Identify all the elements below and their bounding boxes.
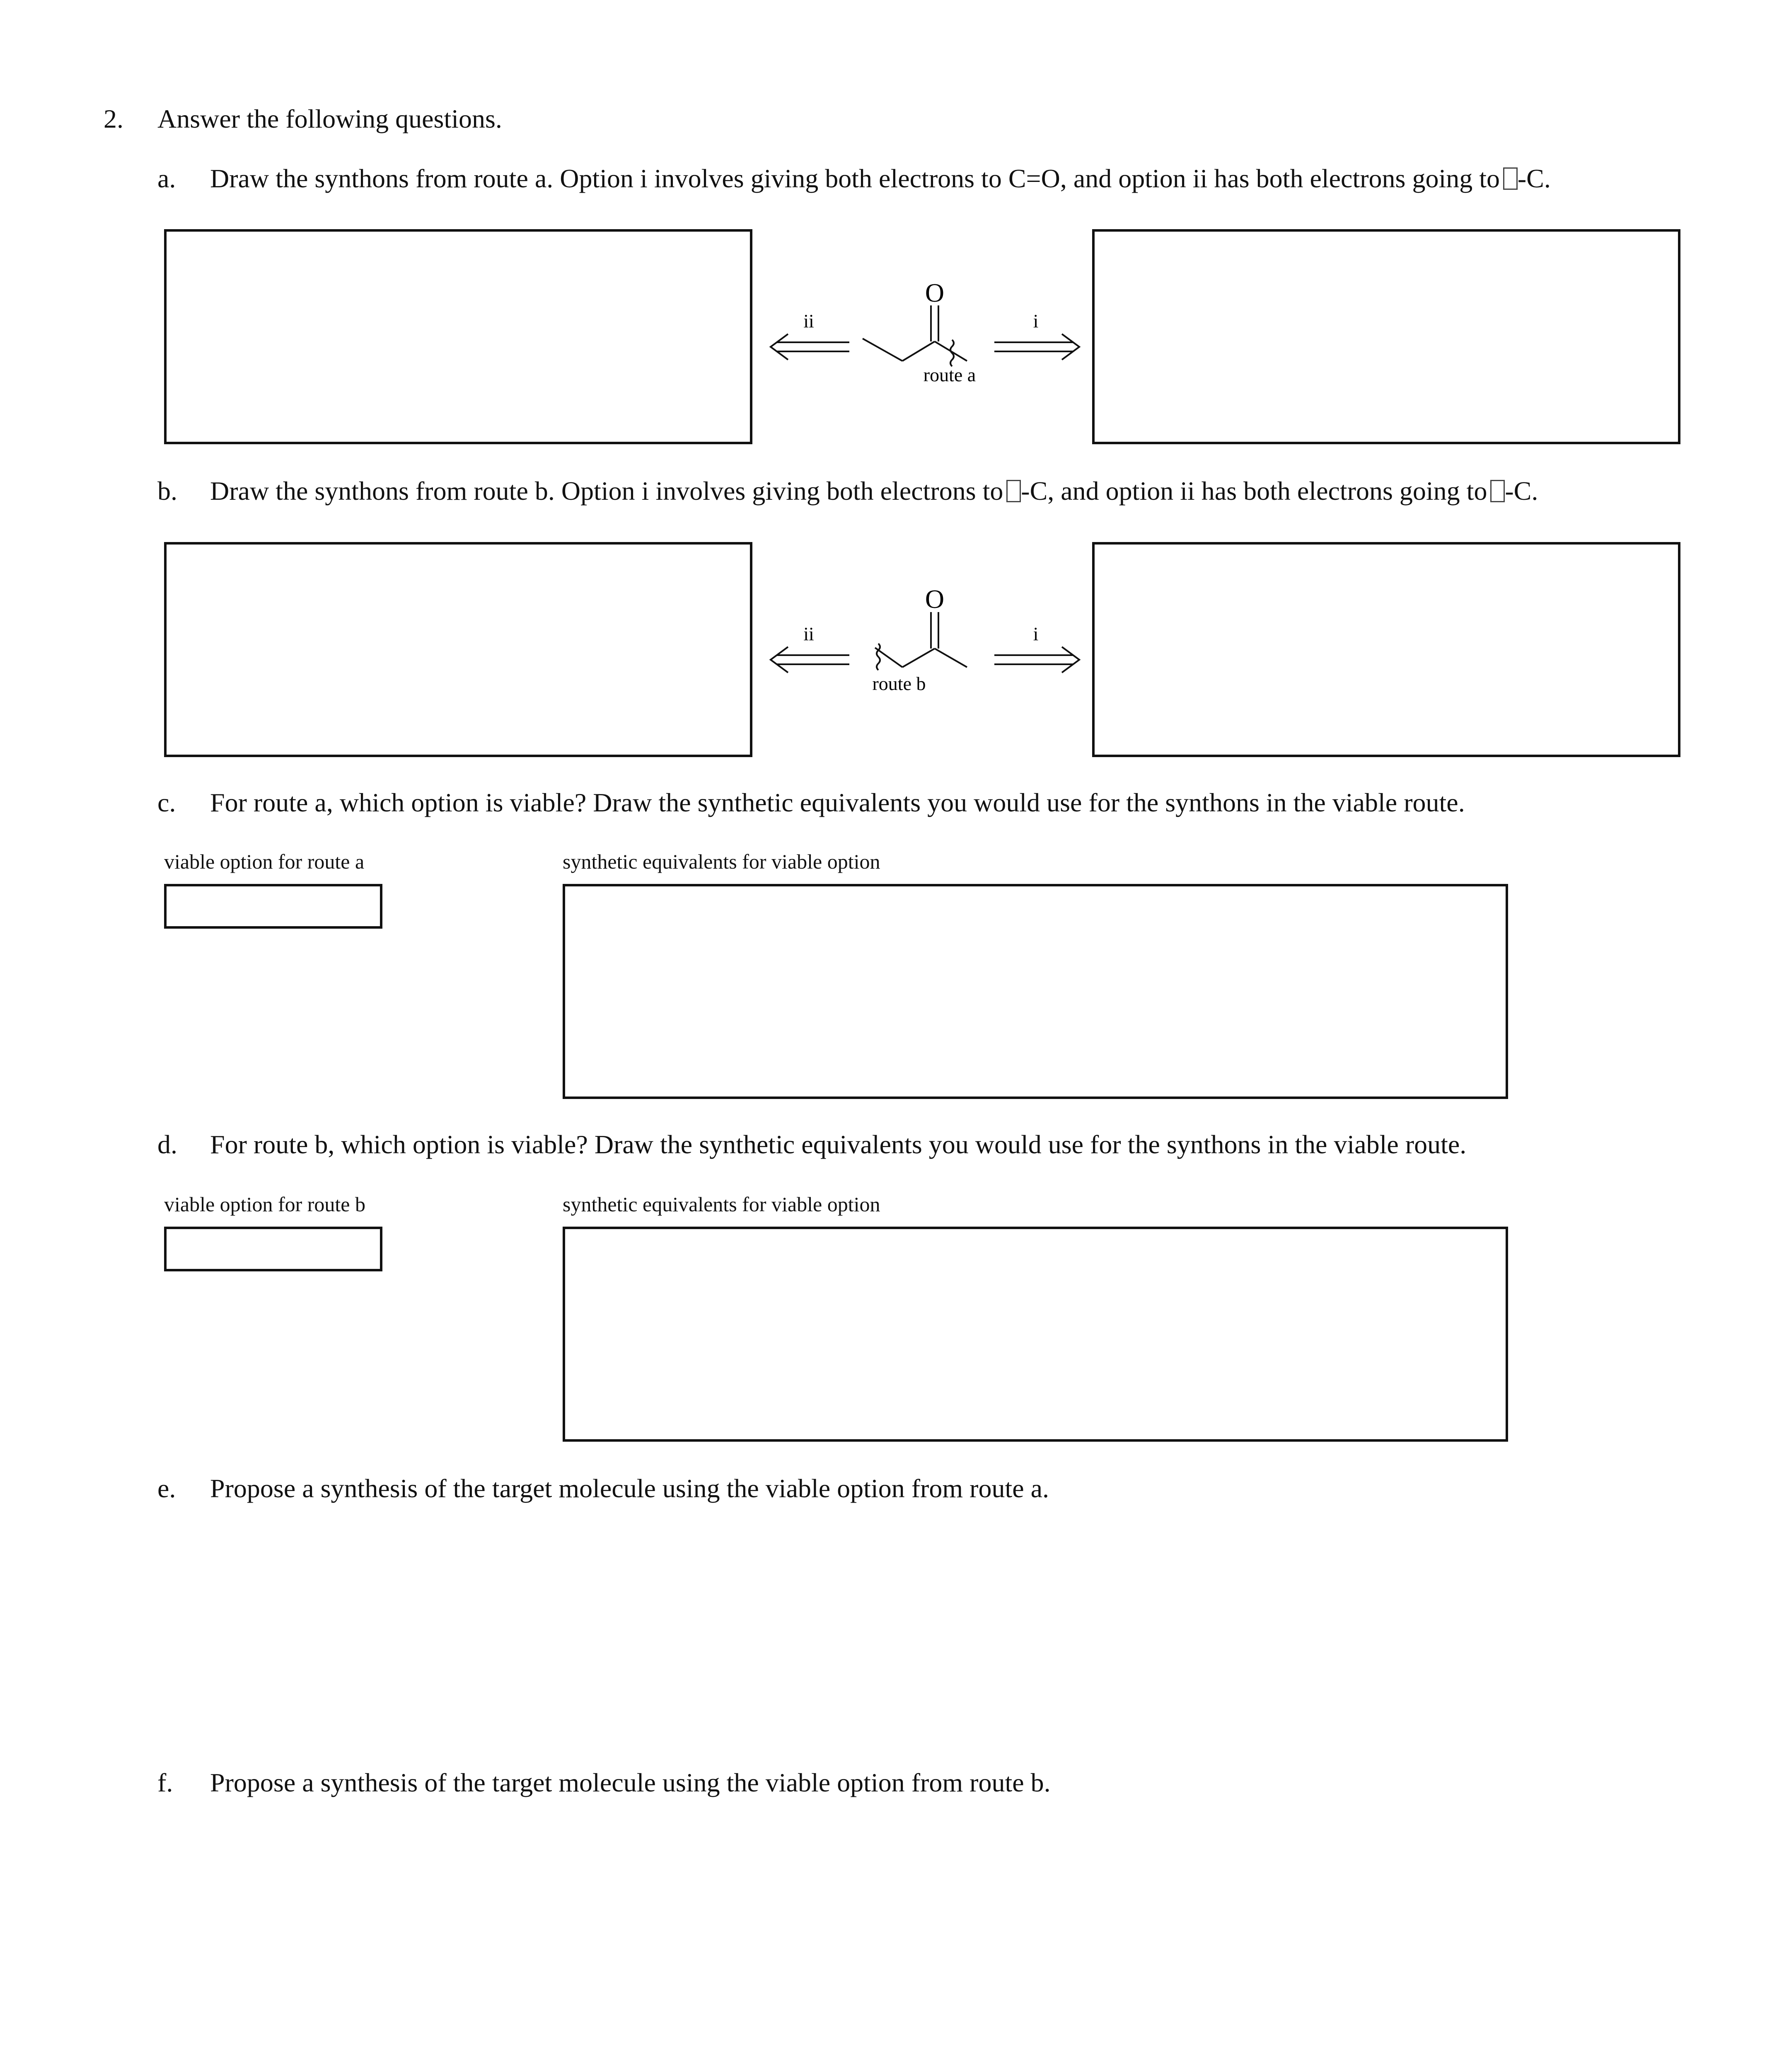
- retro-arrow-right-icon: [994, 334, 1079, 360]
- part-d-prompt: For route b, which option is viable? Draw the synthetic equivalents you would use for the synthons in the viable route.: [210, 1130, 1467, 1159]
- butanone-structure-icon: [863, 305, 967, 366]
- part-e-prompt: Propose a synthesis of the target molecule using the viable option from route a.: [210, 1474, 1049, 1503]
- missing-glyph-icon: [1006, 480, 1021, 502]
- carbonyl-oxygen-label: O: [925, 584, 945, 614]
- route-b-scheme: [754, 578, 1090, 702]
- arrow-label-i: i: [1033, 623, 1039, 644]
- route-a-label: route a: [923, 364, 976, 385]
- retro-arrow-right-icon: [994, 647, 1079, 673]
- part-c-letter: c.: [157, 788, 176, 817]
- missing-glyph-icon: [1490, 480, 1505, 502]
- route-b-label: route b: [872, 673, 926, 694]
- carbonyl-oxygen-label: O: [925, 278, 945, 307]
- part-b-letter: b.: [157, 476, 177, 506]
- viable-option-label-a: viable option for route a: [164, 850, 365, 873]
- synthon-box-route-b-option-i[interactable]: [1092, 542, 1680, 757]
- part-b-prompt: Draw the synthons from route b. Option i involves giving both electrons to -C, and option ii has both electrons going to -C.: [210, 476, 1538, 506]
- answer-area-e[interactable]: [210, 1525, 1681, 1757]
- answer-area-f[interactable]: [210, 1819, 1681, 2072]
- part-a-letter: a.: [157, 164, 176, 193]
- part-c-prompt: For route a, which option is viable? Draw the synthetic equivalents you would use for the synthons in the viable route.: [210, 788, 1465, 817]
- equivalents-label-a: synthetic equivalents for viable option: [563, 850, 880, 873]
- part-f-letter: f.: [157, 1768, 173, 1797]
- arrow-label-ii: ii: [803, 310, 814, 332]
- arrow-label-ii: ii: [803, 623, 814, 644]
- route-a-scheme: [754, 265, 1090, 390]
- viable-option-input-b[interactable]: [164, 1227, 382, 1271]
- synthon-box-route-b-option-ii[interactable]: [164, 542, 752, 757]
- arrow-label-i: i: [1033, 310, 1039, 332]
- synthon-box-route-a-option-ii[interactable]: [164, 229, 752, 444]
- equivalents-label-b: synthetic equivalents for viable option: [563, 1193, 880, 1216]
- viable-option-label-b: viable option for route b: [164, 1193, 365, 1216]
- part-a-prompt: Draw the synthons from route a. Option i involves giving both electrons to C=O, and option ii has both electrons going to -C.: [210, 164, 1551, 193]
- part-d-letter: d.: [157, 1130, 177, 1159]
- butanone-structure-icon: [875, 612, 967, 670]
- missing-glyph-icon: [1503, 167, 1518, 190]
- viable-option-input-a[interactable]: [164, 884, 382, 929]
- part-e-letter: e.: [157, 1474, 176, 1503]
- retro-arrow-left-icon: [771, 647, 849, 673]
- synthetic-equivalents-box-a[interactable]: [563, 884, 1508, 1099]
- synthon-box-route-a-option-i[interactable]: [1092, 229, 1680, 444]
- retro-arrow-left-icon: [771, 334, 849, 360]
- part-f-prompt: Propose a synthesis of the target molecule using the viable option from route b.: [210, 1768, 1051, 1797]
- question-title: Answer the following questions.: [157, 104, 502, 133]
- synthetic-equivalents-box-b[interactable]: [563, 1227, 1508, 1442]
- question-number: 2.: [104, 104, 123, 133]
